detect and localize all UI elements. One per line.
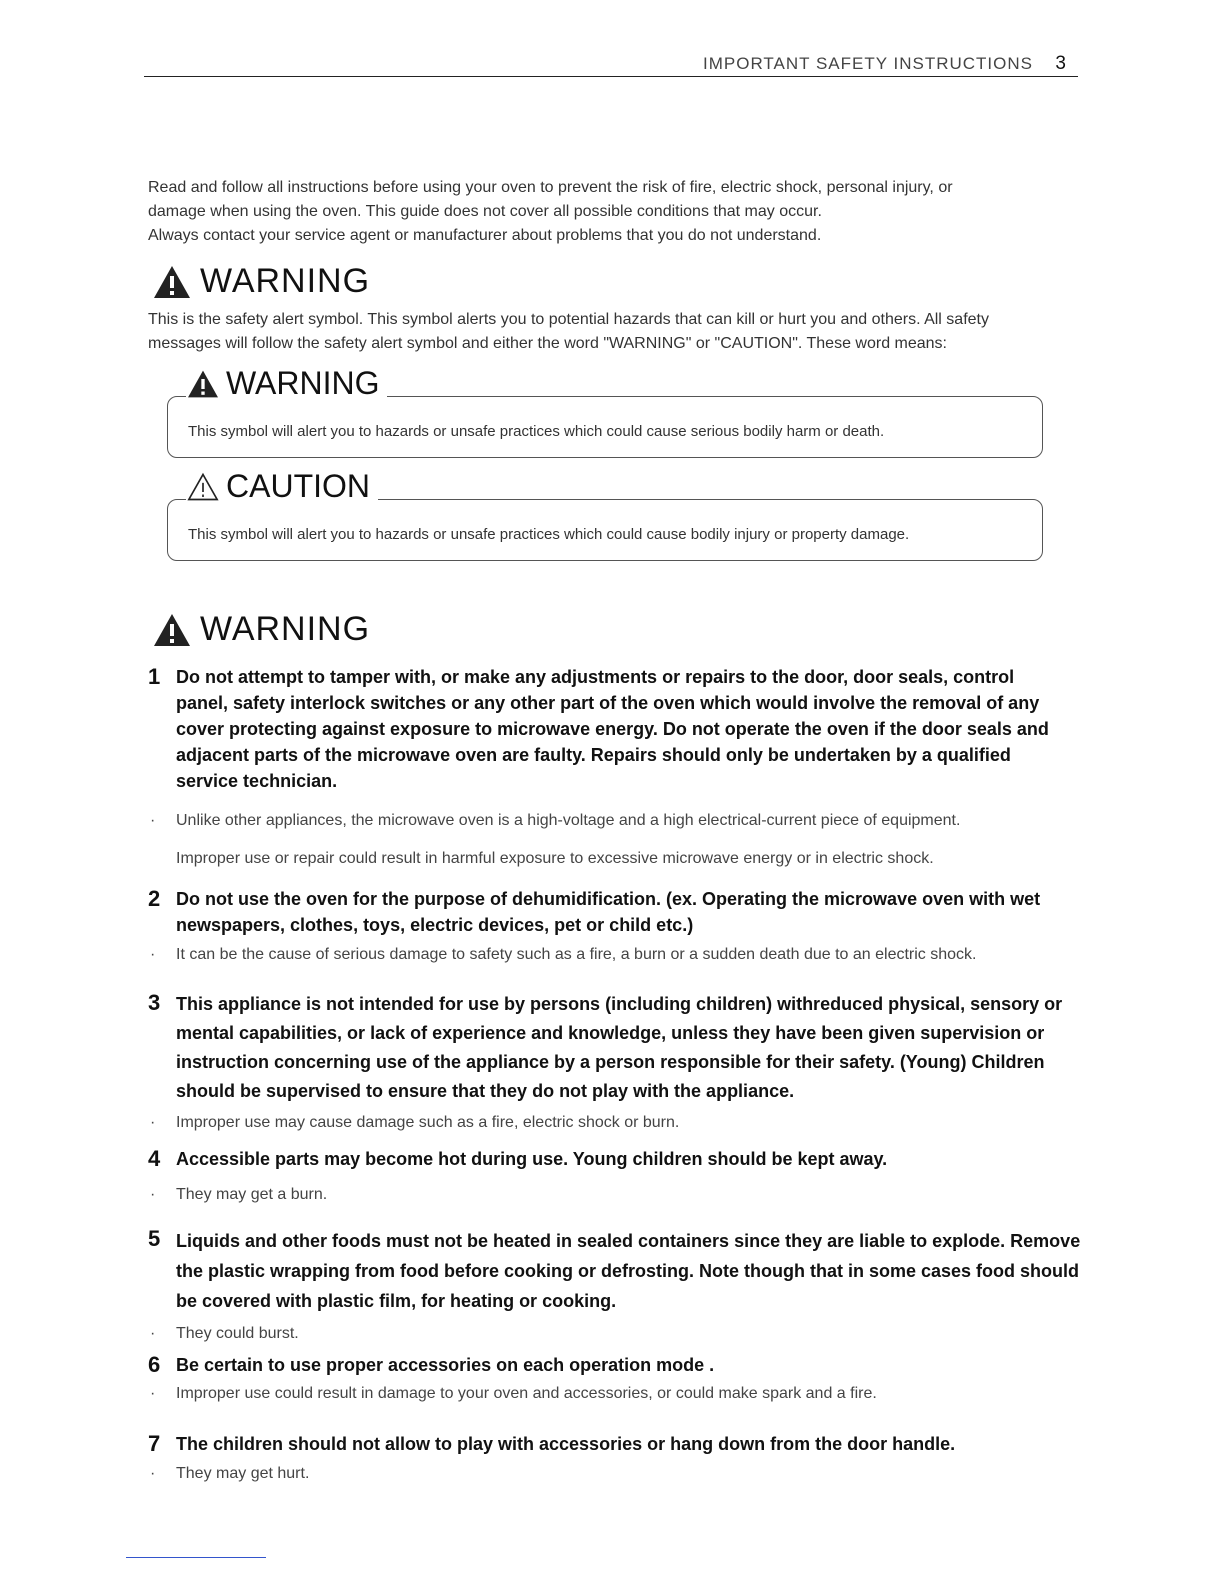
item-text: Be certain to use proper accessories on each operation mode . — [176, 1355, 715, 1375]
safety-alert-description — [148, 308, 1068, 356]
item-number: 4 — [148, 1146, 161, 1171]
bullet-text: Improper use or repair could result in harmful exposure to excessive microwave energy or in electric shock. — [176, 850, 934, 867]
bullet-dot: · — [150, 1114, 156, 1131]
instruction-item — [148, 1226, 1098, 1316]
box-title — [186, 468, 378, 505]
warning-triangle-icon — [186, 369, 220, 399]
warning-heading — [152, 262, 370, 301]
bullet-text: Improper use may cause damage such as a fire, electric shock or burn. — [176, 1114, 680, 1131]
instruction-item — [148, 664, 1068, 794]
page-header — [144, 50, 1078, 77]
footer-divider — [126, 1557, 266, 1558]
box-title-text: WARNING — [226, 365, 380, 401]
warning-heading — [152, 610, 370, 649]
item-text: Do not attempt to tamper with, or make any adjustments or repairs to the door, door seals, control panel, safety interlock switches or any other part of the oven which would involve the removal of any cover protecting against exposure to microwave energy. Do not operate the oven if the door seals and adjacent parts of the microwave oven are faulty. Repairs should only be undertaken by a qualified service technician. — [176, 667, 1049, 791]
item-text: Accessible parts may become hot during use. Young children should be kept away. — [176, 1149, 888, 1169]
description-line: This is the safety alert symbol. This symbol alerts you to potential hazards that can kill or hurt you and others. All safety — [148, 311, 989, 328]
instruction-item — [148, 1431, 1098, 1457]
item-number: 5 — [148, 1226, 161, 1251]
bullet-dot: · — [150, 1465, 156, 1482]
bullet-dot: · — [150, 812, 156, 829]
box-title-text: CAUTION — [226, 468, 370, 504]
bullet-text: It can be the cause of serious damage to safety such as a fire, a burn or a sudden death due to an electric shock. — [176, 946, 977, 963]
instruction-item — [148, 886, 1098, 938]
page-number: 3 — [1055, 53, 1066, 74]
bullet-text: Improper use could result in damage to your oven and accessories, or could make spark and a fire. — [176, 1385, 877, 1402]
warning-heading-text: WARNING — [200, 610, 371, 648]
instruction-item — [148, 1146, 1098, 1172]
item-number: 3 — [148, 990, 161, 1015]
bullet-text: They may get a burn. — [176, 1186, 328, 1203]
item-number: 1 — [148, 664, 161, 689]
box-text: This symbol will alert you to hazards or unsafe practices which could cause serious bodily harm or death. — [188, 423, 885, 440]
intro-paragraph — [148, 176, 1068, 248]
item-text: The children should not allow to play with accessories or hang down from the door handle. — [176, 1434, 956, 1454]
item-number: 2 — [148, 886, 161, 911]
item-number: 6 — [148, 1352, 161, 1377]
warning-definition-box — [167, 365, 1043, 458]
bullet-dot: · — [150, 946, 156, 963]
description-line: messages will follow the safety alert symbol and either the word "WARNING" or "CAUTION". These word means: — [148, 335, 947, 352]
bullet-dot: · — [150, 1186, 156, 1203]
instruction-item — [148, 990, 1098, 1106]
warning-heading-text: WARNING — [200, 262, 371, 300]
warning-triangle-icon — [152, 612, 192, 648]
bullet-text: Unlike other appliances, the microwave oven is a high-voltage and a high electrical-current piece of equipment. — [176, 812, 961, 829]
box-title — [186, 365, 387, 402]
bullet-dot: · — [150, 1325, 156, 1342]
caution-triangle-icon — [186, 472, 220, 502]
intro-line: damage when using the oven. This guide does not cover all possible conditions that may occur. — [148, 203, 822, 220]
item-text: This appliance is not intended for use by persons (including children) withreduced physical, sensory or mental capabilities, or lack of experience and knowledge, unless they have been given supervision or instruction concerning use of the appliance by a person responsible for their safety. (Young) Children should be supervised to ensure that they do not play with the appliance. — [176, 994, 1063, 1101]
warning-triangle-icon — [152, 264, 192, 300]
header-title: IMPORTANT SAFETY INSTRUCTIONS — [703, 54, 1033, 73]
bullet-text: They may get hurt. — [176, 1465, 310, 1482]
item-number: 7 — [148, 1431, 161, 1456]
caution-definition-box — [167, 468, 1043, 561]
bullet-dot: · — [150, 1385, 156, 1402]
instruction-item — [148, 1352, 1098, 1378]
item-text: Do not use the oven for the purpose of dehumidification. (ex. Operating the microwave oven with wet newspapers, clothes, toys, electric devices, pet or child etc.) — [176, 889, 1041, 935]
box-text: This symbol will alert you to hazards or unsafe practices which could cause bodily injury or property damage. — [188, 526, 910, 543]
item-text: Liquids and other foods must not be heated in sealed containers since they are liable to explode. Remove the plastic wrapping from food before cooking or defrosting. Note though that in some cases food should be covered with plastic film, for heating or cooking. — [176, 1231, 1081, 1311]
bullet-text: They could burst. — [176, 1325, 299, 1342]
intro-line: Read and follow all instructions before using your oven to prevent the risk of fire, electric shock, personal injury, or — [148, 179, 953, 196]
intro-line: Always contact your service agent or manufacturer about problems that you do not understand. — [148, 227, 822, 244]
